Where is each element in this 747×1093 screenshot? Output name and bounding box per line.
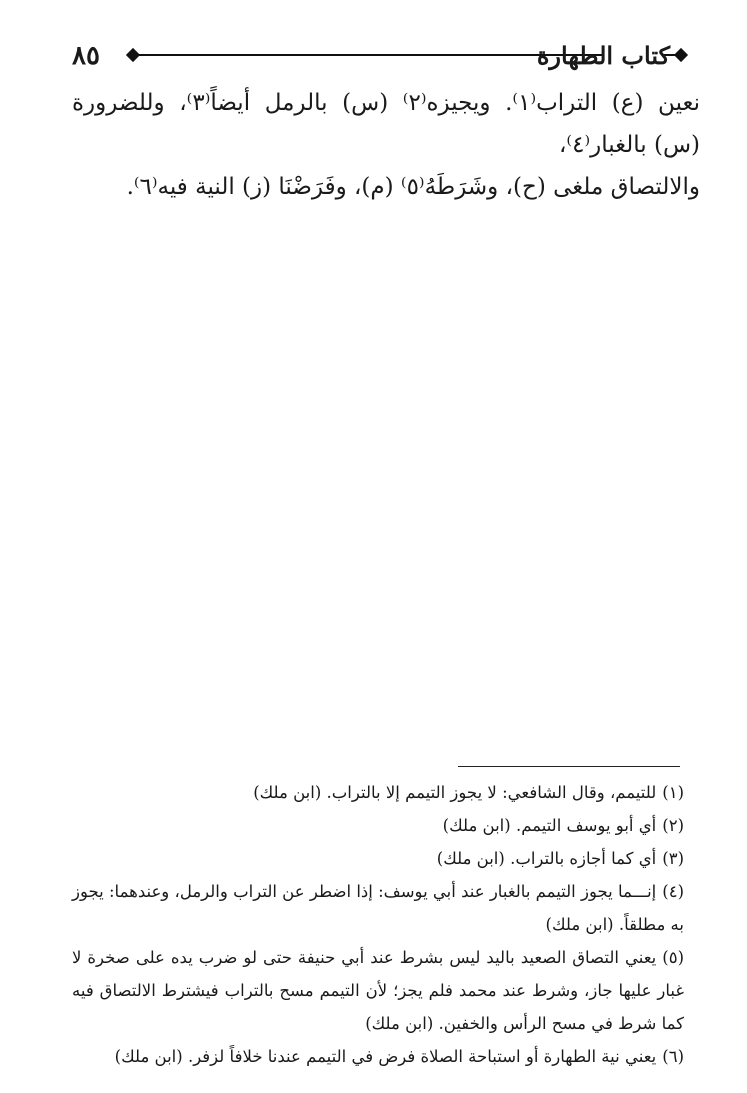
book-title: كتاب الطهارة: [536, 41, 670, 70]
footnote-6: [72, 1040, 684, 1073]
footnote-separator: [458, 766, 680, 767]
footnote-number: (٥): [662, 948, 684, 967]
footnote-number: (٢): [662, 816, 684, 835]
footnote-text: يعني التصاق الصعيد باليد ليس بشرط عند أبي حنيفة حتى لو ضرب يده على صخرة لا غبار عليها جاز، وشرط عند محمد فلم يجز؛ لأن التيمم مسح بالتراب فيشترط الالتصاق فيه كما شرط في مسح الرأس والخفين. (ابن ملك): [72, 948, 684, 1033]
footnote-number: (٤): [662, 882, 684, 901]
footnote-text: يعني نية الطهارة أو استباحة الصلاة فرض في التيمم عندنا خلافاً لزفر. (ابن ملك): [114, 1047, 657, 1066]
diamond-ornament-icon: [674, 48, 688, 62]
footnote-3: [72, 842, 684, 875]
footnote-text: للتيمم، وقال الشافعي: لا يجوز التيمم إلا بالتراب. (ابن ملك): [253, 783, 657, 802]
running-header: [72, 36, 700, 76]
footnote-5: [72, 941, 684, 1040]
header-rule: [134, 54, 602, 56]
footnotes: [72, 776, 684, 1073]
footnote-text: أي كما أجازه بالتراب. (ابن ملك): [436, 849, 657, 868]
footnote-number: (٣): [662, 849, 684, 868]
footnote-1: [72, 776, 684, 809]
main-text: [72, 82, 700, 208]
footnote-text: إنـــما يجوز التيمم بالغبار عند أبي يوسف: إذا اضطر عن التراب والرمل، وعندهما: يجوز به مطلقاً. (ابن ملك): [72, 882, 684, 934]
footnote-number: (١): [662, 783, 684, 802]
footnote-text: أي أبو يوسف التيمم. (ابن ملك): [442, 816, 657, 835]
footnote-2: [72, 809, 684, 842]
main-text-line: نعين (ع) التراب⁽١⁾. ويجيزه⁽٢⁾ (س) بالرمل أيضاً⁽٣⁾، وللضرورة (س) بالغبار⁽٤⁾،: [72, 90, 701, 158]
footnote-4: [72, 875, 684, 941]
main-text-line: والالتصاق ملغى (ح)، وشَرَطَهُ⁽٥⁾ (م)، وفَرَضْنَا (ز) النية فيه⁽٦⁾.: [126, 174, 700, 200]
footnote-number: (٦): [662, 1047, 684, 1066]
page-number: ٨٥: [72, 41, 100, 71]
